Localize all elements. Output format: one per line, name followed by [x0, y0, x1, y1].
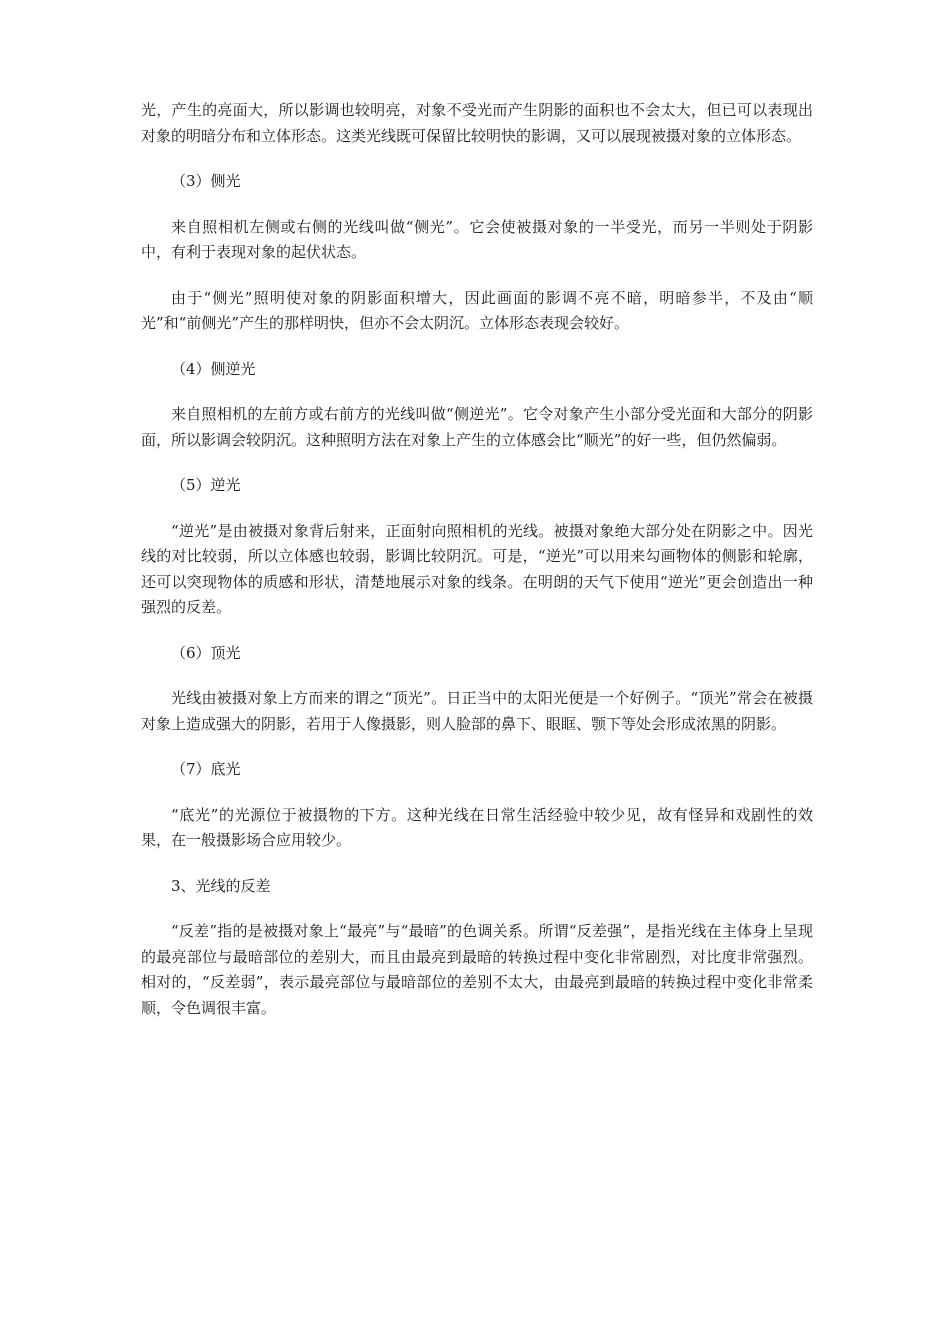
paragraph-continued: 光，产生的亮面大，所以影调也较明亮，对象不受光而产生阴影的面积也不会太大，但已可以表现出对象的明暗分布和立体形态。这类光线既可保留比较明快的影调，又可以展现被摄对象的立体形态。 — [141, 101, 813, 145]
paragraph: 来自照相机左侧或右侧的光线叫做“侧光”。它会使被摄对象的一半受光，而另一半则处于阴影中，有利于表现对象的起伏状态。 — [141, 217, 813, 261]
section-heading-light-contrast: 3、光线的反差 — [171, 876, 271, 895]
paragraph: 来自照相机的左前方或右前方的光线叫做“侧逆光”。它令对象产生小部分受光面和大部分的阴影面，所以影调会较阴沉。这种照明方法在对象上产生的立体感会比“顺光”的好一些，但仍然偏弱。 — [141, 405, 813, 449]
section-heading-bottom-light: （7）底光 — [171, 760, 241, 778]
paragraph: 由于“侧光”照明使对象的阴影面积增大，因此画面的影调不亮不暗，明暗参半，不及由“顺光”和“前侧光”产生的那样明快，但亦不会太阴沉。立体形态表现会较好。 — [141, 288, 813, 332]
paragraph: 光线由被摄对象上方而来的谓之“顶光”。日正当中的太阳光便是一个好例子。“顶光”常会在被摄对象上造成强大的阴影，若用于人像摄影，则人脸部的鼻下、眼眶、颚下等处会形成浓黑的阴影。 — [141, 689, 813, 733]
paragraph: “反差”指的是被摄对象上“最亮”与“最暗”的色调关系。所谓“反差强”，是指光线在主体身上呈现的最亮部位与最暗部位的差别大，而且由最亮到最暗的转换过程中变化非常剧烈，对比度非常强烈。相对的，“反差弱”，表示最亮部位与最暗部位的差别不太大，由最亮到最暗的转换过程中变化非常柔顺，令色调很丰富。 — [141, 922, 813, 1017]
section-heading-back-light: （5）逆光 — [171, 476, 241, 494]
paragraph: “底光”的光源位于被摄物的下方。这种光线在日常生活经验中较少见，故有怪异和戏剧性的效果，在一般摄影场合应用较少。 — [141, 805, 813, 849]
paragraph: “逆光”是由被摄对象背后射来，正面射向照相机的光线。被摄对象绝大部分处在阴影之中。因光线的对比较弱，所以立体感也较弱，影调比较阴沉。可是，“逆光”可以用来勾画物体的侧影和轮廓，还可以突现物体的质感和形状，清楚地展示对象的线条。在明朗的天气下使用“逆光”更会创造出一种强烈的反差。 — [141, 521, 813, 616]
document-body — [141, 98, 813, 1041]
section-heading-side-light: （3）侧光 — [171, 172, 241, 190]
section-heading-side-back-light: （4）侧逆光 — [171, 359, 256, 378]
section-heading-top-light: （6）顶光 — [171, 643, 241, 662]
